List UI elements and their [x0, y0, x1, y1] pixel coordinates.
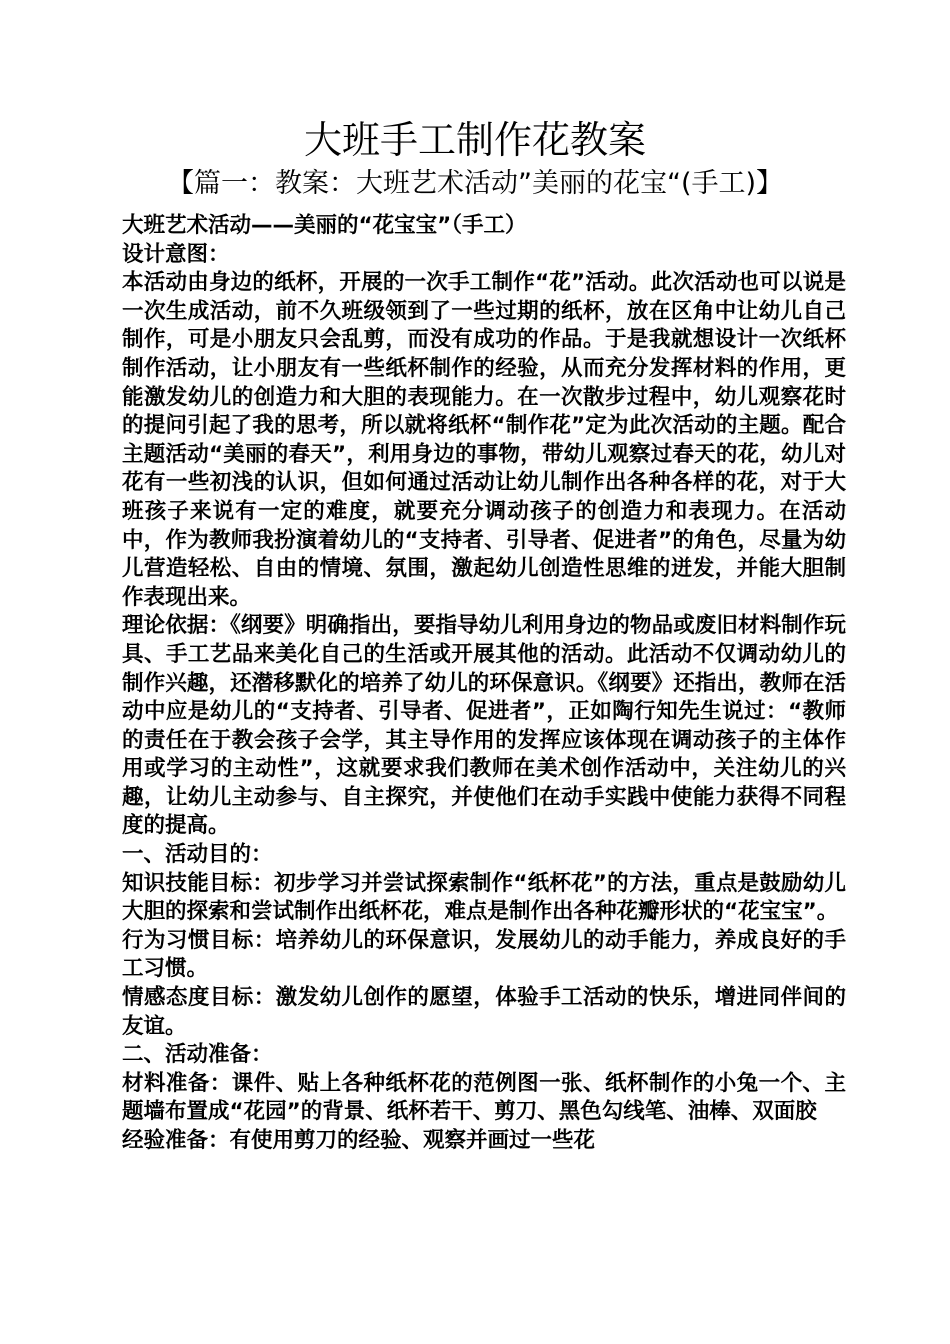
section-heading-design-intent: 设计意图：	[122, 241, 230, 267]
document-body	[116, 212, 846, 1156]
paragraph-behavior-goal: 行为习惯目标：培养幼儿的环保意识，发展幼儿的动手能力，养成良好的手工习惯。	[122, 927, 846, 982]
document-title: 大班手工制作花教案	[303, 118, 646, 162]
paragraph-material-preparation: 材料准备：课件、贴上各种纸杯花的范例图一张、纸杯制作的小兔一个、主题墙布置成“花园”的背景、纸杯若干、剪刀、黑色勾线笔、油棒、双面胶	[122, 1070, 846, 1125]
section-heading-activity: 大班艺术活动——美丽的“花宝宝”（手工）	[122, 213, 527, 238]
paragraph-emotion-goal: 情感态度目标：激发幼儿创作的愿望，体验手工活动的快乐，增进同伴间的友谊。	[122, 985, 846, 1039]
document-subtitle: 【篇一：教案：大班艺术活动”美丽的花宝“(手工)】	[166, 168, 784, 199]
paragraph-experience-preparation: 经验准备：有使用剪刀的经验、观察并画过一些花	[122, 1128, 596, 1153]
section-heading-activity-preparation: 二、活动准备：	[122, 1042, 273, 1068]
paragraph-theory-basis: 理论依据：《纲要》明确指出，要指导幼儿利用身边的物品或废旧材料制作玩具、手工艺品来美化自己的生活或开展其他的活动。此活动不仅调动幼儿的制作兴趣，还潜移默化的培养了幼儿的环保意识。《纲要》还指出，教师在活动中应是幼儿的“支持者、引导者、促进者”，正如陶行知先生说过：“教师的责任在于教会孩子会学，其主导作用的发挥应该体现在调动孩子的主体作用或学习的主动性”，这就要求我们教师在美术创作活动中，关注幼儿的兴趣，让幼儿主动参与、自主探究，并使他们在动手实践中使能力获得不同程度的提高。	[122, 613, 846, 839]
paragraph-knowledge-goal: 知识技能目标：初步学习并尝试探索制作“纸杯花”的方法，重点是鼓励幼儿大胆的探索和尝试制作出纸杯花，难点是制作出各种花瓣形状的“花宝宝”。	[122, 870, 846, 925]
paragraph-design-intent: 本活动由身边的纸杯，开展的一次手工制作“花”活动。此次活动也可以说是一次生成活动，前不久班级领到了一些过期的纸杯，放在区角中让幼儿自己制作，可是小朋友只会乱剪，而没有成功的作品。于是我就想设计一次纸杯制作活动，让小朋友有一些纸杯制作的经验，从而充分发挥材料的作用，更能激发幼儿的创造力和大胆的表现能力。在一次散步过程中，幼儿观察花时的提问引起了我的思考，所以就将纸杯“制作花”定为此次活动的主题。配合主题活动“美丽的春天”，利用身边的事物，带幼儿观察过春天的花，幼儿对花有一些初浅的认识，但如何通过活动让幼儿制作出各种各样的花，对于大班孩子来说有一定的难度，就要充分调动孩子的创造力和表现力。在活动中，作为教师我扮演着幼儿的“支持者、引导者、促进者”的角色，尽量为幼儿营造轻松、自由的情境、氛围，激起幼儿创造性思维的迸发，并能大胆制作表现出来。	[122, 270, 846, 610]
section-heading-activity-goals: 一、活动目的：	[122, 842, 273, 868]
